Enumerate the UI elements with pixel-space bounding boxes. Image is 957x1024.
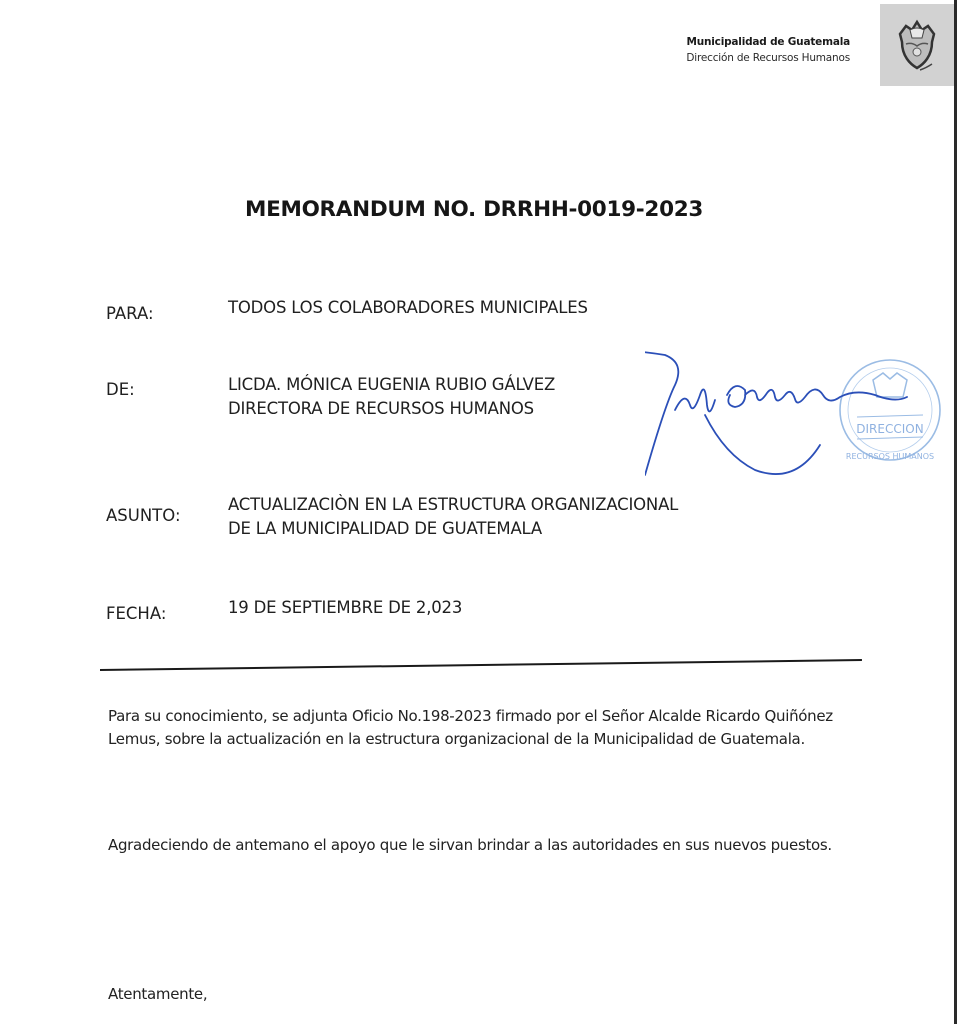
- municipal-crest-icon: [892, 16, 942, 76]
- sender-name: LICDA. MÓNICA EUGENIA RUBIO GÁLVEZ: [228, 375, 556, 394]
- stamp: [840, 360, 940, 461]
- divider-line: [100, 659, 862, 671]
- field-value-asunto: [228, 493, 678, 541]
- org-name: Municipalidad de Guatemala: [686, 36, 850, 48]
- department-name: Dirección de Recursos Humanos: [686, 52, 850, 64]
- signature-and-stamp: [645, 335, 945, 495]
- subject-line-1: ACTUALIZACIÒN EN LA ESTRUCTURA ORGANIZACIONAL: [228, 495, 679, 514]
- logo-box: [880, 4, 954, 86]
- field-label-asunto: ASUNTO:: [106, 506, 181, 525]
- stamp-center-text: DIRECCION: [856, 422, 924, 436]
- recipient-line: TODOS LOS COLABORADORES MUNICIPALES: [228, 298, 588, 317]
- field-value-para: [228, 296, 588, 320]
- sender-title: DIRECTORA DE RECURSOS HUMANOS: [228, 399, 534, 418]
- subject-line-2: DE LA MUNICIPALIDAD DE GUATEMALA: [228, 519, 543, 538]
- body-paragraph-2: Agradeciendo de antemano el apoyo que le sirvan brindar a las autoridades en sus nuevos puestos.: [108, 836, 832, 854]
- field-label-para: PARA:: [106, 304, 154, 323]
- memo-title: MEMORANDUM NO. DRRHH-0019-2023: [245, 197, 704, 222]
- field-value-de: [228, 373, 555, 421]
- letterhead: [686, 34, 850, 66]
- field-label-fecha: FECHA:: [106, 604, 167, 623]
- date-line: 19 DE SEPTIEMBRE DE 2,023: [228, 598, 463, 617]
- closing-text: Atentamente,: [108, 985, 208, 1003]
- field-value-fecha: [228, 596, 462, 620]
- stamp-bottom-text: RECURSOS HUMANOS: [845, 452, 935, 461]
- field-label-de: DE:: [106, 380, 135, 399]
- body-paragraph-1: Para su conocimiento, se adjunta Oficio No.198-2023 firmado por el Señor Alcalde Ricardo Quiñónez Lemus, sobre la actualización en la estructura organizacional de la Municipalidad de Guatemala.: [108, 707, 833, 748]
